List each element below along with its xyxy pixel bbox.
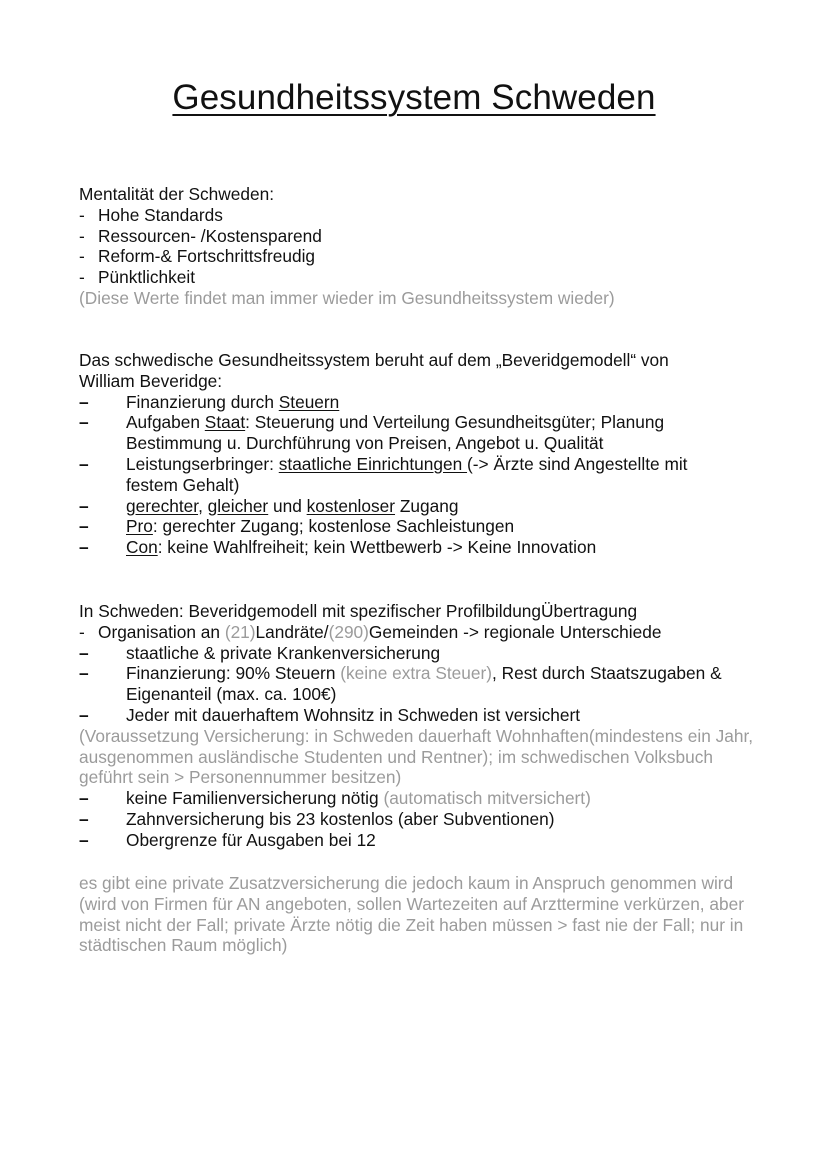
list-item: – Leistungserbringer: staatliche Einrichtungen (-> Ärzte sind Angestellte mit festem Gehalt) [79,453,688,495]
mentality-section [79,184,779,309]
mentality-note: (Diese Werte findet man immer wieder im Gesundheitssystem wieder) [79,287,615,308]
list-item: - Ressourcen- /Kostensparend [79,225,322,246]
list-item: – Finanzierung durch Steuern [79,391,340,412]
beveridge-intro: Das schwedische Gesundheitssystem beruht auf dem „Beveridgemodell“ von [79,350,669,370]
list-item: - Organisation an (21)Landräte/(290)Gemeinden -> regionale Unterschiede [79,621,662,642]
list-item: – Zahnversicherung bis 23 kostenlos (aber Subventionen) [79,808,555,829]
list-item: - Reform-& Fortschrittsfreudig [79,246,316,267]
private-insurance-note: es gibt eine private Zusatzversicherung die jedoch kaum in Anspruch genommen wird (wird von Firmen für AN angeboten, sollen Wartezeiten auf Arzttermine verkürzen, aber meist nicht der Fall; private Ärzte nötig die Zeit haben müssen > fast nie der Fall; nur in städtischen Raum möglich) [79,873,744,956]
mentality-heading: Mentalität der Schweden: [79,184,275,204]
list-item: – gerechter, gleicher und kostenloser Zugang [79,495,459,516]
list-item: – Con: keine Wahlfreiheit; kein Wettbewerb -> Keine Innovation [79,537,597,558]
list-item: – staatliche & private Krankenversicherung [79,642,441,663]
beveridge-section [79,350,779,558]
page-title: Gesundheitssystem Schweden [172,78,656,117]
insurance-condition-note: (Voraussetzung Versicherung: in Schweden dauerhaft Wohnhaften(mindestens ein Jahr, ausgenommen ausländische Studenten und Rentner); im schwedischen Volksbuch geführt sein > Personennummer besitzen) [79,725,754,788]
sweden-heading: In Schweden: Beveridgemodell mit spezifischer ProfilbildungÜbertragung [79,601,638,621]
list-item: - Pünktlichkeit [79,267,196,288]
sweden-section [79,601,779,851]
list-item: – Jeder mit dauerhaftem Wohnsitz in Schweden ist versichert [79,704,580,725]
beveridge-intro-cont: William Beveridge: [79,370,223,391]
list-item: - Hohe Standards [79,204,223,225]
list-item: – Aufgaben Staat: Steuerung und Verteilung Gesundheitsgüter; Planung Bestimmung u. Durchführung von Preisen, Angebot u. Qualität [79,412,665,454]
list-item: – Obergrenze für Ausgaben bei 12 [79,829,376,850]
list-item: – Pro: gerechter Zugang; kostenlose Sachleistungen [79,516,515,537]
list-item: – keine Familienversicherung nötig (automatisch mitversichert) [79,788,591,809]
list-item: – Finanzierung: 90% Steuern (keine extra Steuer), Rest durch Staatszugaben & Eigenanteil (max. ca. 100€) [79,663,722,705]
